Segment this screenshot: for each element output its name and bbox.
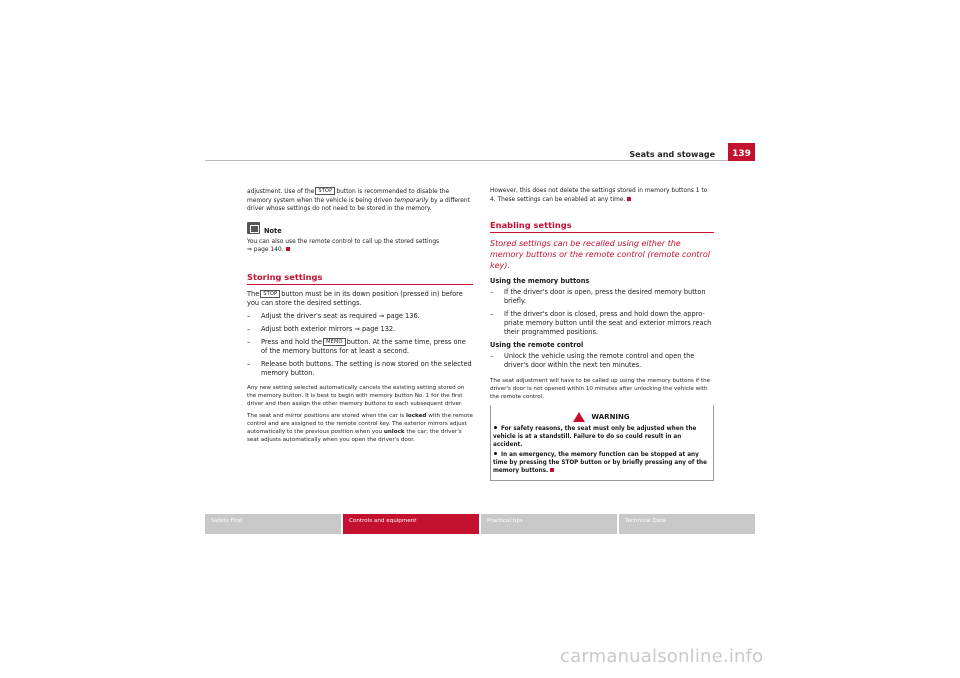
stop-key-label: STOP bbox=[315, 187, 335, 195]
warning-header bbox=[493, 412, 710, 422]
note-block bbox=[247, 222, 473, 254]
step-item: – Adjust both exterior mirrors ⇒ page 132. bbox=[247, 324, 396, 333]
tab-practical-tips[interactable]: Practical tips bbox=[481, 514, 617, 534]
tab-safety-first[interactable]: Safety First bbox=[205, 514, 341, 534]
intro-paragraph: adjustment. Use of the STOP button is recommended to disable the memory system when the vehicle is being driven temporarily by a different driver whose settings do not need to be stored in the memory. bbox=[247, 188, 470, 212]
storing-intro: The STOP button must be in its down position (pressed in) before you can store the desired settings. bbox=[247, 289, 463, 307]
enabling-settings-heading: Enabling settings bbox=[490, 220, 714, 233]
section-end-marker bbox=[286, 247, 290, 251]
enabling-subtitle: Stored settings can be recalled using either the memory buttons or the remote control (remote control key). bbox=[490, 239, 710, 270]
warning-item: In an emergency, the memory function can be stopped at any time by pressing the STOP button or by briefly pressing any of the memory buttons. bbox=[493, 452, 707, 474]
stop-key-label: STOP bbox=[260, 290, 280, 298]
page-header-title: Seats and stowage bbox=[629, 150, 715, 159]
section-end-marker bbox=[627, 197, 631, 201]
warning-box bbox=[490, 405, 714, 481]
section-end-marker bbox=[550, 468, 554, 472]
header-rule bbox=[205, 160, 728, 161]
note-icon bbox=[247, 222, 260, 234]
tab-controls-and-equipment[interactable]: Controls and equipment bbox=[343, 514, 479, 534]
warning-item: For safety reasons, the seat must only be adjusted when the vehicle is at a standstill. Failure to do so could result in an accident. bbox=[493, 426, 697, 448]
step-item: – Release both buttons. The setting is now stored on the selected memory button. bbox=[247, 359, 472, 377]
memory-buttons-heading: Using the memory buttons bbox=[490, 277, 590, 285]
warning-triangle-icon bbox=[573, 412, 585, 422]
step-item: – If the driver's door is closed, press and hold down the appro- priate memory button until the seat and exterior mirrors reach their programmed positions. bbox=[490, 310, 712, 336]
bullet-dot-icon bbox=[494, 426, 497, 429]
remote-control-heading: Using the remote control bbox=[490, 341, 584, 349]
note-page-link[interactable]: ⇒ page 140. bbox=[247, 246, 284, 253]
right-column bbox=[490, 187, 714, 481]
memo-key-label: MEMO bbox=[323, 338, 346, 346]
step-item: – Unlock the vehicle using the remote control and open the driver's door within the next ten minutes. bbox=[490, 352, 695, 369]
step-item: – Press and hold the MEMO button. At the same time, press one of the memory buttons for at least a second. bbox=[247, 337, 466, 355]
warning-label: WARNING bbox=[591, 412, 630, 421]
note-label: Note bbox=[264, 226, 282, 235]
step-item: – If the driver's door is open, press the desired memory button briefly. bbox=[490, 288, 706, 305]
bullet-dot-icon bbox=[494, 452, 497, 455]
info-paragraph: The seat adjustment will have to be called up using the memory buttons if the driver's door is not opened within 10 minutes after unlocking the vehicle with the remote control. bbox=[490, 378, 711, 400]
page-number: 139 bbox=[728, 143, 755, 161]
step-item: – Adjust the driver's seat as required ⇒ page 136. bbox=[247, 311, 420, 320]
intro-paragraph: However, this does not delete the settings stored in memory buttons 1 to 4. These settings can be enabled at any time. bbox=[490, 188, 708, 203]
info-paragraph: The seat and mirror positions are stored when the car is locked with the remote control and are assigned to the remote control key. The exterior mirrors adjust automatically to the previous position when you unlock the car; the driver's seat adjusts automatically when you open the driver's door. bbox=[247, 412, 473, 443]
note-text: You can also use the remote control to call up the stored settings ⇒ page 140. bbox=[247, 238, 440, 253]
storing-settings-heading: Storing settings bbox=[247, 272, 473, 285]
info-paragraph: Any new setting selected automatically cancels the existing setting stored on the memory button. It is best to begin with memory button No. 1 for the first driver and then assign the other memory buttons to each subsequent driver. bbox=[247, 384, 465, 407]
watermark-text: carmanualsonline.info bbox=[560, 646, 764, 667]
left-column bbox=[247, 187, 473, 448]
tab-technical-data[interactable]: Technical Data bbox=[619, 514, 755, 534]
